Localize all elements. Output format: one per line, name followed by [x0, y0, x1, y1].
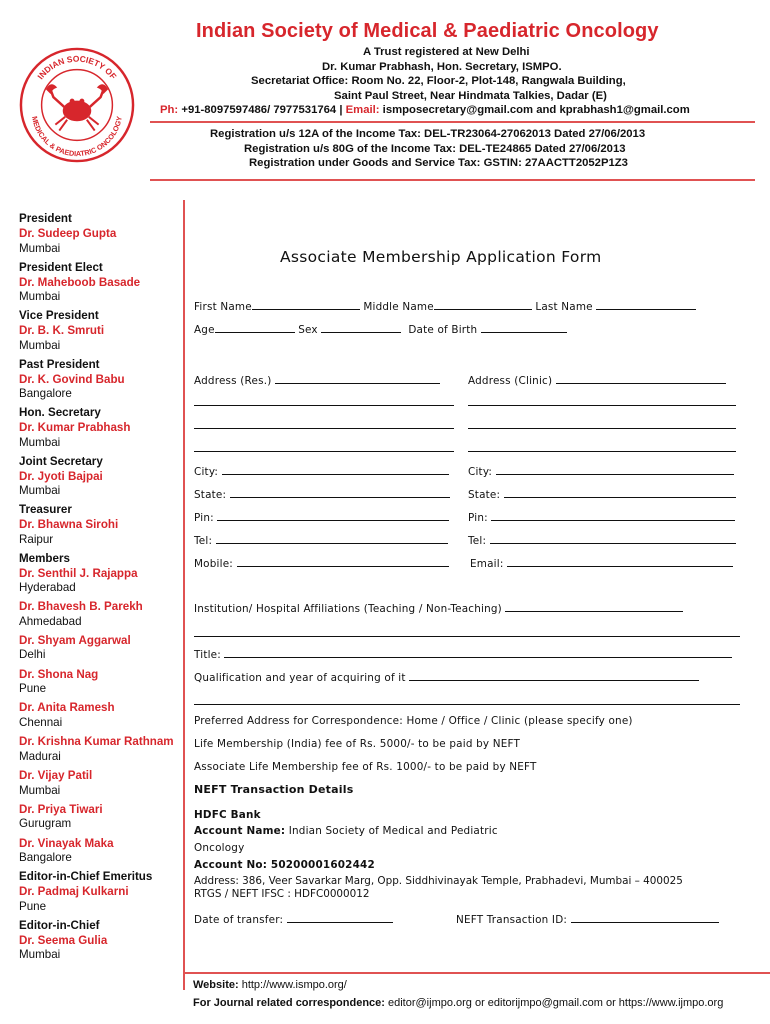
qualification-row	[194, 669, 699, 684]
sidebar-role: President	[19, 212, 72, 225]
sidebar-member-name: Dr. Krishna Kumar Rathnam	[19, 735, 174, 749]
last-name-label: Last Name	[535, 301, 593, 313]
address-res-line[interactable]	[194, 428, 454, 429]
header-contact-line	[160, 104, 690, 116]
date-transfer-row	[194, 911, 393, 926]
associate-fee: Associate Life Membership fee of Rs. 1000/- to be paid by NEFT	[194, 761, 537, 773]
state-res-field[interactable]	[230, 486, 450, 498]
society-logo	[18, 46, 136, 164]
sidebar-role: Hon. Secretary	[19, 406, 101, 419]
institution-field[interactable]	[505, 600, 683, 612]
sex-label: Sex	[298, 324, 318, 336]
life-fee: Life Membership (India) fee of Rs. 5000/- to be paid by NEFT	[194, 738, 521, 750]
sidebar-member-name: Dr. Sudeep Gupta	[19, 227, 117, 240]
pin-clinic-field[interactable]	[491, 509, 735, 521]
sidebar-member-name: Dr. Anita Ramesh	[19, 701, 115, 715]
city-res-label: City:	[194, 466, 219, 478]
address-res-field[interactable]	[275, 372, 440, 384]
address-clinic-line[interactable]	[468, 405, 736, 406]
city-res-row	[194, 463, 449, 478]
dob-label: Date of Birth	[408, 324, 478, 336]
neft-id-field[interactable]	[571, 911, 719, 923]
mobile-label: Mobile:	[194, 558, 233, 570]
title-input-field[interactable]	[224, 646, 732, 658]
sidebar-member-name: Dr. K. Govind Babu	[19, 372, 125, 386]
neft-id-label: NEFT Transaction ID:	[456, 914, 568, 926]
svg-text:MEDICAL & PAEDIATRIC ONCOLOGY: MEDICAL & PAEDIATRIC ONCOLOGY	[30, 115, 124, 159]
sidebar-member-city: Pune	[19, 899, 47, 913]
footer-divider	[183, 972, 770, 974]
title-row	[194, 646, 732, 661]
tel-res-label: Tel:	[194, 535, 213, 547]
name-row	[194, 298, 696, 313]
registration-80g: Registration u/s 80G of the Income Tax: DEL-TE24865 Dated 27/06/2013	[244, 143, 626, 155]
institution-row	[194, 600, 683, 615]
qualification-field[interactable]	[409, 669, 699, 681]
journal-label: For Journal related correspondence:	[193, 997, 385, 1009]
sidebar-member-name: Dr. Seema Gulia	[19, 933, 108, 947]
sidebar-member-name: Dr. Maheboob Basade	[19, 275, 141, 289]
header-divider	[150, 121, 755, 123]
date-transfer-label: Date of transfer:	[194, 914, 284, 926]
institution-label: Institution/ Hospital Affiliations (Teaching / Non-Teaching)	[194, 603, 502, 615]
neft-id-row	[456, 911, 719, 926]
address-clinic-line[interactable]	[468, 428, 736, 429]
sidebar-member-city: Mumbai	[19, 241, 61, 255]
bank-address: Address: 386, Veer Savarkar Marg, Opp. Siddhivinayak Temple, Prabhadevi, Mumbai – 400025	[194, 875, 683, 887]
tel-clinic-label: Tel:	[468, 535, 487, 547]
sidebar-member-name: Dr. B. K. Smruti	[19, 324, 105, 337]
registration-12a: Registration u/s 12A of the Income Tax: DEL-TR23064-27062013 Dated 27/06/2013	[210, 128, 646, 140]
sidebar-role: Treasurer	[19, 503, 72, 516]
sidebar-member-city: Delhi	[19, 648, 46, 662]
date-transfer-field[interactable]	[287, 911, 393, 923]
sidebar-member-city: Mumbai	[19, 338, 61, 352]
age-field[interactable]	[215, 321, 295, 333]
account-number: Account No: 50200001602442	[194, 859, 375, 871]
age-label: Age	[194, 324, 215, 336]
state-res-label: State:	[194, 489, 227, 501]
sidebar-member-name: Dr. Vijay Patil	[19, 769, 93, 782]
pin-res-label: Pin:	[194, 512, 214, 524]
header-bottom-divider	[150, 179, 755, 181]
preferred-address: Preferred Address for Correspondence: Home / Office / Clinic (please specify one)	[194, 715, 633, 727]
sidebar-member-name: Dr. Shona Nag	[19, 667, 99, 681]
email-label: Email:	[345, 104, 380, 116]
sidebar-member-city: Madurai	[19, 749, 61, 763]
account-name-row	[194, 825, 498, 837]
sidebar-member-city: Raipur	[19, 532, 54, 546]
sidebar-member-name: Dr. Bhawna Sirohi	[19, 518, 119, 531]
header-line-office: Secretariat Office: Room No. 22, Floor-2, Plot-148, Rangwala Building,	[251, 75, 626, 87]
address-res-line[interactable]	[194, 451, 454, 452]
address-clinic-row	[468, 372, 726, 387]
tel-clinic-field[interactable]	[490, 532, 736, 544]
sidebar-role: Editor-in-Chief Emeritus	[19, 870, 153, 884]
svg-text:INDIAN SOCIETY OF: INDIAN SOCIETY OF	[35, 53, 119, 82]
sidebar-role: Vice President	[19, 309, 99, 322]
address-clinic-line[interactable]	[468, 451, 736, 452]
sidebar-role: Joint Secretary	[19, 454, 103, 468]
state-res-row	[194, 486, 450, 501]
sidebar-member-city: Mumbai	[19, 290, 61, 303]
sidebar-member-name: Dr. Kumar Prabhash	[19, 421, 131, 434]
neft-heading: NEFT Transaction Details	[194, 783, 354, 796]
sidebar-member-city: Gurugram	[19, 817, 72, 831]
last-name-field[interactable]	[596, 298, 696, 310]
sidebar-member-city: Bangalore	[19, 387, 72, 400]
phone-numbers: +91-8097597486/ 7977531764 |	[178, 104, 346, 116]
title-label: Title:	[194, 649, 221, 661]
address-clinic-field[interactable]	[556, 372, 726, 384]
sidebar-member-city: Mumbai	[19, 435, 61, 449]
address-res-line[interactable]	[194, 405, 454, 406]
account-name-cont: Oncology	[194, 842, 245, 854]
rtgs-ifsc: RTGS / NEFT IFSC : HDFC0000012	[194, 888, 370, 900]
phone-label: Ph:	[160, 104, 179, 116]
website-row	[193, 979, 347, 991]
sidebar-member-name: Dr. Padmaj Kulkarni	[19, 885, 129, 899]
sidebar-member-name: Dr. Priya Tiwari	[19, 802, 103, 816]
pin-clinic-label: Pin:	[468, 512, 488, 524]
sidebar-member-city: Mumbai	[19, 484, 61, 497]
qualification-label: Qualification and year of acquiring of it	[194, 672, 406, 684]
sidebar-role: President Elect	[19, 260, 103, 274]
city-clinic-label: City:	[468, 466, 493, 478]
state-clinic-row	[468, 486, 736, 501]
sidebar-member-name: Dr. Jyoti Bajpai	[19, 469, 103, 483]
qualification-line[interactable]	[194, 704, 740, 705]
city-clinic-row	[468, 463, 734, 478]
address-res-row	[194, 372, 440, 387]
tel-res-row	[194, 532, 448, 547]
journal-contacts[interactable]: editor@ijmpo.org or editorijmpo@gmail.com or https://www.ijmpo.org	[384, 997, 724, 1009]
account-name-label: Account Name:	[194, 825, 286, 837]
account-name-value: Indian Society of Medical and Pediatric	[285, 825, 498, 837]
middle-name-label: Middle Name	[363, 301, 434, 313]
website-label: Website:	[193, 979, 239, 991]
dob-field[interactable]	[481, 321, 567, 333]
city-res-field[interactable]	[222, 463, 449, 475]
org-name: Indian Society of Medical & Paediatric Oncology	[196, 20, 659, 42]
email-addresses: ismposecretary@gmail.com and kprabhash1@gmail.com	[379, 104, 690, 116]
sidebar-member-name: Dr. Bhavesh B. Parekh	[19, 600, 143, 613]
state-clinic-label: State:	[468, 489, 501, 501]
city-clinic-field[interactable]	[496, 463, 734, 475]
header-line-street: Saint Paul Street, Near Hindmata Talkies, Dadar (E)	[334, 90, 607, 102]
sidebar-member-city: Mumbai	[19, 783, 61, 797]
sidebar-member-city: Ahmedabad	[19, 614, 82, 628]
first-name-label: First Name	[194, 301, 252, 313]
sidebar-member-name: Dr. Vinayak Maka	[19, 836, 114, 850]
tel-clinic-row	[468, 532, 736, 547]
age-row	[194, 321, 567, 336]
institution-line[interactable]	[194, 636, 740, 637]
address-clinic-label: Address (Clinic)	[468, 375, 553, 387]
sidebar-role: Members	[19, 551, 70, 565]
header-line-trust: A Trust registered at New Delhi	[363, 46, 530, 58]
address-res-label: Address (Res.)	[194, 375, 272, 387]
first-name-field[interactable]	[252, 298, 360, 310]
header-line-secretary: Dr. Kumar Prabhash, Hon. Secretary, ISMPO.	[322, 61, 562, 73]
pin-res-row	[194, 509, 449, 524]
registration-gst: Registration under Goods and Service Tax: GSTIN: 27AACTT2052P1Z3	[249, 157, 628, 169]
pin-res-field[interactable]	[217, 509, 449, 521]
sidebar-member-city: Chennai	[19, 715, 63, 729]
pin-clinic-row	[468, 509, 735, 524]
sidebar-member-city: Bangalore	[19, 851, 72, 865]
email-row	[470, 555, 733, 570]
tel-res-field[interactable]	[216, 532, 448, 544]
sex-field[interactable]	[321, 321, 401, 333]
sidebar-member-city: Mumbai	[19, 948, 61, 962]
bank-name: HDFC Bank	[194, 809, 261, 821]
sidebar-member-city: Hyderabad	[19, 581, 76, 594]
journal-row	[193, 997, 723, 1009]
sidebar-member-name: Dr. Senthil J. Rajappa	[19, 566, 138, 580]
mobile-field[interactable]	[237, 555, 449, 567]
sidebar-role: Past President	[19, 357, 100, 371]
website-url[interactable]: http://www.ismpo.org/	[238, 979, 347, 991]
sidebar-member-city: Pune	[19, 682, 47, 696]
form-title: Associate Membership Application Form	[280, 248, 602, 266]
middle-name-field[interactable]	[434, 298, 532, 310]
email-field[interactable]	[507, 555, 733, 567]
mobile-row	[194, 555, 449, 570]
sidebar-divider	[183, 200, 185, 990]
sidebar-role: Editor-in-Chief	[19, 918, 100, 932]
state-clinic-field[interactable]	[504, 486, 736, 498]
email-label: Email:	[470, 558, 504, 570]
sidebar-member-name: Dr. Shyam Aggarwal	[19, 633, 131, 647]
